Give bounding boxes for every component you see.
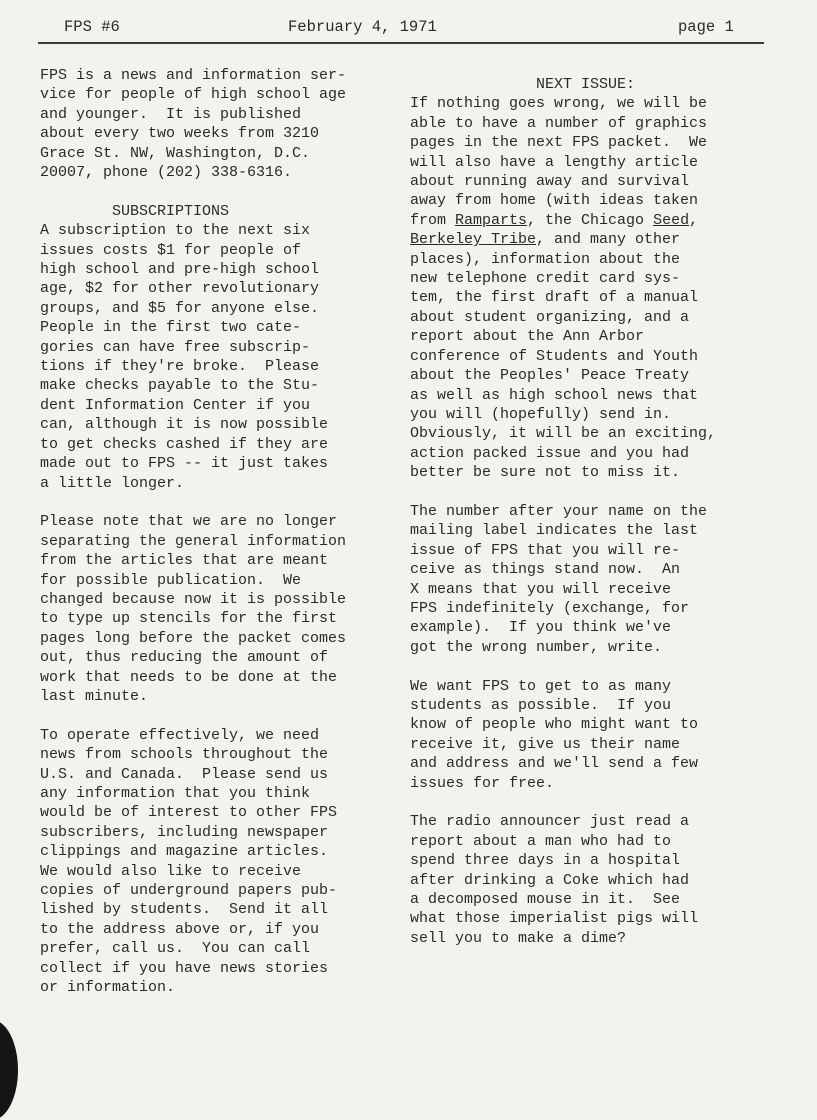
text-line: sell you to make a dime? bbox=[410, 929, 627, 947]
subscriptions-heading: SUBSCRIPTIONS bbox=[112, 202, 230, 220]
text-segment: Obviously, it will be an exciting, bbox=[410, 425, 717, 443]
text-segment: about the Peoples' Peace Treaty bbox=[410, 367, 690, 385]
text-segment: , bbox=[689, 211, 699, 229]
text-line: spend three days in a hospital bbox=[410, 852, 681, 870]
many-students-paragraph bbox=[410, 677, 782, 793]
text-segment: as well as high school news that bbox=[410, 386, 699, 404]
text-line: work that needs to be done at the bbox=[40, 668, 338, 686]
issue-number: FPS #6 bbox=[64, 18, 120, 36]
text-line: any information that you think bbox=[40, 784, 311, 802]
right-column bbox=[410, 66, 782, 948]
issue-date: February 4, 1971 bbox=[288, 18, 437, 36]
text-segment: from bbox=[410, 211, 456, 229]
operate-paragraph bbox=[40, 726, 396, 998]
page-header bbox=[40, 18, 760, 44]
text-line: lished by students. Send it all bbox=[40, 901, 329, 919]
text-line bbox=[410, 133, 782, 152]
text-line: and younger. It is published bbox=[40, 105, 302, 123]
text-line: To operate effectively, we need bbox=[40, 726, 320, 744]
text-line: news from schools throughout the bbox=[40, 746, 329, 764]
text-line: The number after your name on the bbox=[410, 502, 708, 520]
text-line bbox=[410, 172, 782, 191]
text-line: made out to FPS -- it just takes bbox=[40, 455, 329, 473]
text-line: got the wrong number, write. bbox=[410, 638, 663, 656]
text-segment: conference of Students and Youth bbox=[410, 347, 699, 365]
text-line: receive it, give us their name bbox=[410, 735, 681, 753]
radio-paragraph bbox=[410, 812, 782, 948]
text-line bbox=[410, 191, 782, 210]
text-line: X means that you will receive bbox=[410, 580, 672, 598]
text-segment: better be sure not to miss it. bbox=[410, 464, 681, 482]
text-line bbox=[410, 230, 782, 249]
text-segment: able to have a number of graphics bbox=[410, 114, 708, 132]
header-rule bbox=[38, 42, 764, 44]
text-line bbox=[410, 114, 782, 133]
text-line bbox=[410, 424, 782, 443]
text-line: groups, and $5 for anyone else. bbox=[40, 299, 320, 317]
text-line: would be of interest to other FPS bbox=[40, 804, 338, 822]
text-line bbox=[410, 211, 782, 230]
text-line: a decomposed mouse in it. See bbox=[410, 891, 681, 909]
text-line: issues for free. bbox=[410, 774, 555, 792]
text-segment: If nothing goes wrong, we will be bbox=[410, 95, 708, 113]
publication-title: Ramparts bbox=[455, 211, 528, 229]
text-line bbox=[410, 250, 782, 269]
page-number: page 1 bbox=[678, 18, 734, 36]
text-line: tions if they're broke. Please bbox=[40, 358, 320, 376]
text-line: pages long before the packet comes bbox=[40, 629, 347, 647]
text-line: high school and pre-high school bbox=[40, 261, 320, 279]
subscriptions-paragraph bbox=[40, 221, 396, 493]
text-line: Grace St. NW, Washington, D.C. bbox=[40, 144, 311, 162]
text-line: changed because now it is possible bbox=[40, 590, 347, 608]
text-segment: , the Chicago bbox=[527, 211, 654, 229]
publication-title: Berkeley Tribe bbox=[410, 231, 537, 249]
text-segment: new telephone credit card sys- bbox=[410, 270, 681, 288]
mailing-label-paragraph bbox=[410, 502, 782, 657]
text-line: to type up stencils for the first bbox=[40, 610, 338, 628]
text-line: dent Information Center if you bbox=[40, 396, 311, 414]
text-segment: will also have a lengthy article bbox=[410, 153, 699, 171]
text-segment: , and many other bbox=[536, 231, 681, 249]
text-segment: away from home (with ideas taken bbox=[410, 192, 699, 210]
text-line: A subscription to the next six bbox=[40, 222, 311, 240]
text-line: last minute. bbox=[40, 687, 149, 705]
left-column bbox=[40, 66, 396, 997]
text-segment: action packed issue and you had bbox=[410, 444, 690, 462]
text-line: Please note that we are no longer bbox=[40, 513, 338, 531]
text-line bbox=[410, 288, 782, 307]
text-line: collect if you have news stories bbox=[40, 959, 329, 977]
text-line: students as possible. If you bbox=[410, 696, 672, 714]
text-line: to the address above or, if you bbox=[40, 920, 320, 938]
text-line bbox=[410, 327, 782, 346]
text-line: The radio announcer just read a bbox=[410, 813, 690, 831]
text-line: vice for people of high school age bbox=[40, 86, 347, 104]
text-line: can, although it is now possible bbox=[40, 416, 329, 434]
separation-note-paragraph bbox=[40, 512, 396, 706]
next-issue-heading: NEXT ISSUE: bbox=[536, 76, 636, 93]
text-line: from the articles that are meant bbox=[40, 552, 329, 570]
text-line bbox=[410, 444, 782, 463]
text-line bbox=[410, 153, 782, 172]
text-line: separating the general information bbox=[40, 532, 347, 550]
text-line: mailing label indicates the last bbox=[410, 522, 699, 540]
text-line: We want FPS to get to as many bbox=[410, 677, 672, 695]
text-line: FPS indefinitely (exchange, for bbox=[410, 599, 690, 617]
text-line: issues costs $1 for people of bbox=[40, 241, 302, 259]
text-line bbox=[410, 405, 782, 424]
text-segment: about student organizing, and a bbox=[410, 308, 690, 326]
text-line: U.S. and Canada. Please send us bbox=[40, 765, 329, 783]
text-line: prefer, call us. You can call bbox=[40, 940, 311, 958]
text-line: clippings and magazine articles. bbox=[40, 843, 329, 861]
binder-hole-mark bbox=[0, 1020, 18, 1120]
text-line: or information. bbox=[40, 979, 176, 997]
text-segment: tem, the first draft of a manual bbox=[410, 289, 699, 307]
text-line: for possible publication. We bbox=[40, 571, 302, 589]
text-line: a little longer. bbox=[40, 474, 185, 492]
intro-paragraph bbox=[40, 66, 396, 182]
text-line bbox=[410, 386, 782, 405]
text-line: gories can have free subscrip- bbox=[40, 338, 311, 356]
text-line: subscribers, including newspaper bbox=[40, 823, 329, 841]
text-line: out, thus reducing the amount of bbox=[40, 649, 329, 667]
text-line: after drinking a Coke which had bbox=[410, 871, 690, 889]
text-line bbox=[410, 269, 782, 288]
text-line: age, $2 for other revolutionary bbox=[40, 280, 320, 298]
text-line: FPS is a news and information ser- bbox=[40, 67, 347, 84]
text-line: People in the first two cate- bbox=[40, 319, 302, 337]
text-line bbox=[410, 463, 782, 482]
next-issue-paragraph bbox=[410, 94, 782, 482]
text-line: make checks payable to the Stu- bbox=[40, 377, 320, 395]
text-line: and address and we'll send a few bbox=[410, 755, 699, 773]
text-line: know of people who might want to bbox=[410, 716, 699, 734]
text-line bbox=[410, 308, 782, 327]
text-line: 20007, phone (202) 338-6316. bbox=[40, 164, 293, 182]
text-line bbox=[410, 94, 782, 113]
text-line: what those imperialist pigs will bbox=[410, 910, 699, 928]
text-segment: pages in the next FPS packet. We bbox=[410, 134, 708, 152]
text-line: copies of underground papers pub- bbox=[40, 882, 338, 900]
text-line: about every two weeks from 3210 bbox=[40, 125, 320, 143]
text-segment: report about the Ann Arbor bbox=[410, 328, 645, 346]
text-line: example). If you think we've bbox=[410, 619, 672, 637]
text-line bbox=[410, 347, 782, 366]
text-segment: places), information about the bbox=[410, 250, 681, 268]
text-segment: about running away and survival bbox=[410, 173, 690, 191]
text-line: We would also like to receive bbox=[40, 862, 302, 880]
text-line: ceive as things stand now. An bbox=[410, 561, 681, 579]
text-line: issue of FPS that you will re- bbox=[410, 541, 681, 559]
text-segment: you will (hopefully) send in. bbox=[410, 405, 672, 423]
publication-title: Seed bbox=[653, 211, 690, 229]
text-line: to get checks cashed if they are bbox=[40, 435, 329, 453]
text-line bbox=[410, 366, 782, 385]
text-line: report about a man who had to bbox=[410, 832, 672, 850]
